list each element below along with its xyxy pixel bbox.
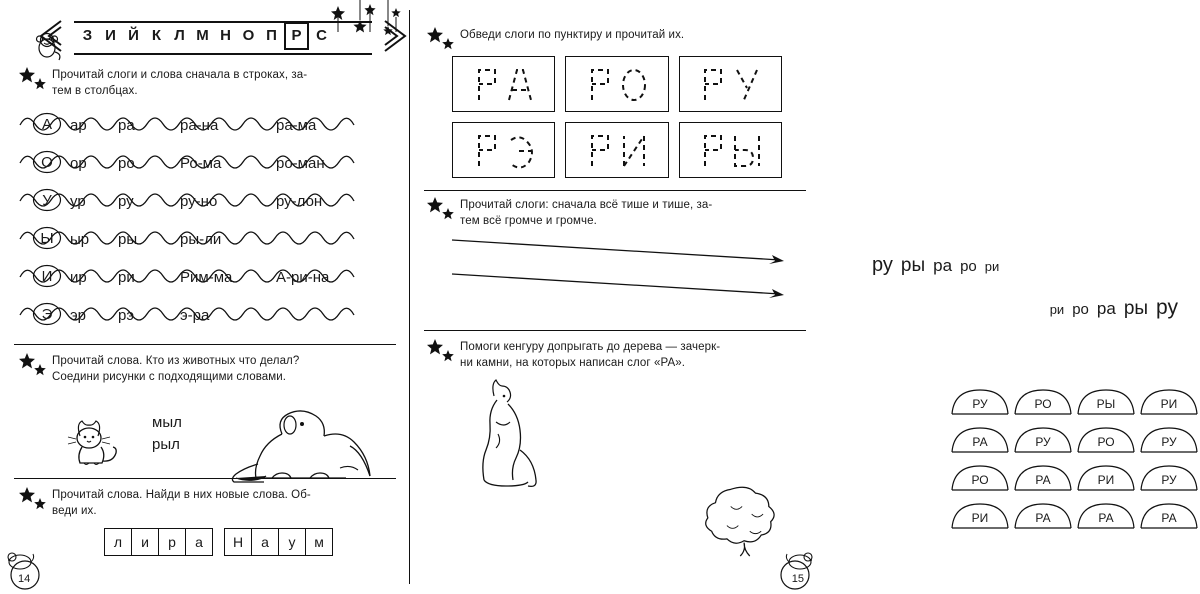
quiet-syllable-line	[862, 248, 1192, 282]
syllable-cell: ар	[70, 116, 87, 134]
syllable-table	[18, 106, 394, 334]
row-cells	[70, 182, 386, 220]
syllable-cell: ры	[118, 230, 138, 248]
task-1-text: Прочитай слоги и слова сначала в строках, за- тем в столбцах.	[52, 69, 308, 97]
row-cells	[70, 296, 386, 334]
stone-label: РА	[1035, 472, 1051, 487]
syllable-cell: ры-ли	[180, 230, 222, 248]
letter-box: у	[278, 528, 306, 556]
left-page	[0, 0, 410, 594]
stone[interactable]	[950, 424, 1010, 454]
syllable-row	[18, 258, 394, 296]
task-1	[18, 66, 394, 99]
letter-box: Н	[224, 528, 252, 556]
stone-row	[950, 462, 1200, 492]
syllable-row	[18, 296, 394, 334]
trace-cell-re[interactable]	[452, 122, 555, 178]
row-letter-capsule: А	[32, 112, 62, 136]
stone[interactable]	[950, 386, 1010, 416]
stone-label: РА	[972, 434, 988, 449]
syllable-cell: Рим-ма	[180, 268, 233, 286]
row-cells	[70, 106, 386, 144]
alphabet-letter: З	[82, 27, 93, 44]
alphabet-letters	[76, 22, 333, 50]
task-2	[18, 352, 394, 385]
section-divider	[14, 344, 396, 345]
page-number-left: 14	[18, 573, 31, 585]
syllable-cell: ра-на	[180, 116, 219, 134]
stone-label: РИ	[1160, 396, 1178, 411]
syllable-cell: рэ	[118, 306, 134, 324]
alphabet-letter: С	[316, 27, 327, 44]
word-myl: мыл	[152, 414, 182, 431]
cat-picture	[62, 416, 132, 468]
trace-cell-ry[interactable]	[679, 122, 782, 178]
star-bullet	[18, 66, 52, 96]
alphabet-letter: П	[266, 27, 277, 44]
kangaroo-picture	[468, 378, 538, 488]
stone-grid	[950, 386, 1200, 538]
alphabet-letter-highlighted: Р	[284, 22, 309, 50]
trace-row	[452, 122, 782, 178]
alphabet-letter: Л	[174, 27, 185, 44]
syllable-cell: ру-но	[180, 192, 218, 210]
stone[interactable]	[1076, 424, 1136, 454]
syllable-cell: ра	[118, 116, 135, 134]
dog-picture	[228, 404, 376, 482]
trace-cell-ro[interactable]	[565, 56, 668, 112]
star-bullet	[426, 196, 460, 226]
row-cells	[70, 220, 386, 258]
syllable-cell: ыр	[70, 230, 90, 248]
stone[interactable]	[1013, 462, 1073, 492]
syllable-row	[18, 106, 394, 144]
word-boxes-naum	[224, 528, 332, 556]
stone-row	[950, 424, 1200, 454]
letter-box: м	[305, 528, 333, 556]
task-6	[426, 338, 810, 371]
task-5-text: Прочитай слоги: сначала всё тише и тише, за- тем всё громче и громче.	[460, 199, 713, 227]
letter-box: а	[185, 528, 213, 556]
stone[interactable]	[1139, 386, 1199, 416]
syllable-cell: ра-ма	[276, 116, 317, 134]
syllable: ро	[960, 258, 977, 275]
stone-label: РИ	[971, 510, 989, 525]
task-3-text: Прочитай слова. Найди в них новые слова. Об- веди их.	[52, 489, 311, 517]
stone-label: РУ	[1161, 472, 1177, 487]
stone-label: РА	[1035, 510, 1051, 525]
stone-label: РУ	[1161, 434, 1177, 449]
stone-label: РО	[971, 472, 989, 487]
syllable-cell: ро-ман	[276, 154, 325, 172]
stone-label: РИ	[1097, 472, 1115, 487]
star-bullet	[18, 352, 52, 382]
syllable: ра	[933, 256, 953, 275]
alphabet-letter: Н	[220, 27, 231, 44]
syllable-cell: ри	[118, 268, 135, 286]
stone[interactable]	[1139, 500, 1199, 530]
task-5	[426, 196, 810, 229]
arrow-left-icon	[38, 18, 62, 54]
alphabet-letter: О	[242, 27, 255, 44]
stone[interactable]	[1076, 386, 1136, 416]
page-number-right: 15	[791, 573, 804, 585]
right-page	[410, 0, 1178, 594]
syllable: ру	[1156, 296, 1178, 319]
syllable-cell: э-ра	[180, 306, 210, 324]
section-divider	[424, 330, 806, 331]
syllable-cell: ир	[70, 268, 87, 286]
word-boxes-lira	[104, 528, 212, 556]
syllable-cell: ор	[70, 154, 87, 172]
alphabet-letter: К	[151, 27, 162, 44]
alphabet-letter: Й	[128, 27, 139, 44]
alphabet-letter: И	[105, 27, 116, 44]
syllable-cell: Ро-ма	[180, 154, 222, 172]
syllable: ро	[1072, 301, 1089, 318]
alphabet-letter: М	[196, 27, 209, 44]
tree-picture	[700, 476, 790, 556]
star-bullet	[426, 26, 460, 56]
syllable-cell: ру	[118, 192, 134, 210]
stone[interactable]	[1076, 500, 1136, 530]
task-3	[18, 486, 394, 519]
row-letter-capsule: О	[32, 150, 62, 174]
syllable-row	[18, 220, 394, 258]
stone[interactable]	[1013, 500, 1073, 530]
task-4	[426, 26, 810, 56]
stone[interactable]	[1013, 424, 1073, 454]
row-letter-capsule: Э	[32, 302, 62, 326]
syllable-cell: ру-лон	[276, 192, 323, 210]
syllable: ры	[900, 255, 926, 276]
decrescendo-arrow	[450, 236, 790, 264]
trace-row	[452, 56, 782, 112]
letter-box: а	[251, 528, 279, 556]
alphabet-band	[62, 18, 384, 54]
syllable-cell: эр	[70, 306, 86, 324]
loud-syllable-line	[862, 290, 1192, 324]
letter-box: и	[131, 528, 159, 556]
row-letter-capsule: И	[32, 264, 62, 288]
animal-words	[152, 412, 182, 456]
stone-label: РУ	[1035, 434, 1051, 449]
row-letter-capsule: Ы	[32, 226, 62, 250]
word-ryl: рыл	[152, 436, 180, 453]
stone[interactable]	[1013, 386, 1073, 416]
stone[interactable]	[950, 500, 1010, 530]
section-divider	[14, 478, 396, 479]
stone-row	[950, 386, 1200, 416]
stone[interactable]	[1139, 424, 1199, 454]
syllable: ры	[1123, 298, 1149, 319]
syllable-row	[18, 182, 394, 220]
stone-label: РА	[1161, 510, 1177, 525]
task-6-text: Помоги кенгуру допрыгать до дерева — зачерк- ни камни, на которых написан слог «РА».	[460, 341, 721, 369]
row-cells	[70, 258, 386, 296]
syllable-cell: ур	[70, 192, 86, 210]
syllable: ри	[1049, 302, 1065, 317]
stone-label: РЫ	[1096, 396, 1116, 411]
syllable: ри	[984, 259, 1000, 274]
row-cells	[70, 144, 386, 182]
stone-label: РО	[1034, 396, 1052, 411]
task-2-text: Прочитай слова. Кто из животных что делал? Соедини рисунки с подходящими словами.	[52, 355, 300, 383]
stone[interactable]	[1076, 462, 1136, 492]
letter-box: л	[104, 528, 132, 556]
stone-row	[950, 500, 1200, 530]
trace-cell-ru[interactable]	[679, 56, 782, 112]
stone-label: РА	[1098, 510, 1114, 525]
trace-grid	[452, 56, 782, 188]
stone-label: РО	[1097, 434, 1115, 449]
trace-cell-ri[interactable]	[565, 122, 668, 178]
task-4-text: Обведи слоги по пунктиру и прочитай их.	[460, 29, 685, 41]
star-bullet	[18, 486, 52, 516]
syllable-cell: А-ри-на	[276, 268, 330, 286]
star-bullet	[426, 338, 460, 368]
letter-box: р	[158, 528, 186, 556]
stone[interactable]	[950, 462, 1010, 492]
trace-cell-ra[interactable]	[452, 56, 555, 112]
syllable-cell: ро	[118, 154, 135, 172]
syllable-row	[18, 144, 394, 182]
stone[interactable]	[1139, 462, 1199, 492]
alphabet-strip	[18, 18, 394, 58]
row-letter-capsule: У	[32, 188, 62, 212]
syllable: ра	[1096, 299, 1116, 318]
section-divider	[424, 190, 806, 191]
crescendo-arrow	[450, 272, 790, 300]
stone-label: РУ	[972, 396, 988, 411]
syllable: ру	[872, 254, 893, 276]
